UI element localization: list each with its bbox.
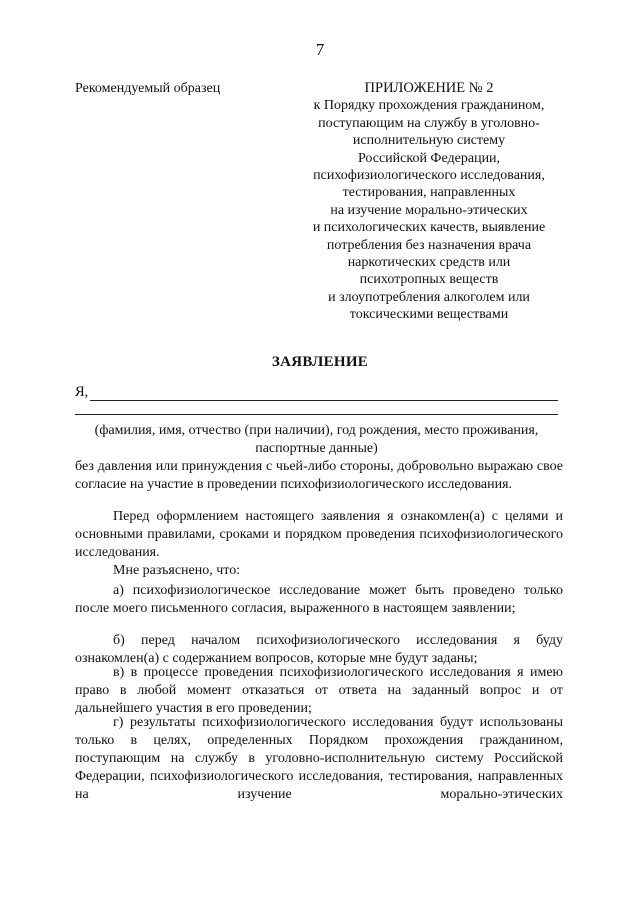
clause-b: б) перед началом психофизиологического исследования я буду ознакомлен(а) с содержанием вопросов, которые мне будут заданы; — [75, 633, 563, 666]
appendix-line: Российской Федерации, — [357, 150, 501, 166]
appendix-line: исполнительную систему — [352, 133, 506, 149]
recommended-sample-label: Рекомендуемый образец — [75, 81, 221, 96]
field-caption: (фамилия, имя, отчество (при наличии), год рождения, место проживания, паспортные данные) — [94, 423, 539, 456]
appendix-line: к Порядку прохождения гражданином, — [313, 98, 545, 114]
clause-a: а) психофизиологическое исследование может быть проведено только после моего письменного согласия, выраженного в настоящем заявлении; — [75, 583, 563, 616]
document-heading: ЗАЯВЛЕНИЕ — [271, 354, 369, 370]
appendix-line: психофизиологического исследования, — [313, 168, 545, 184]
acknowledgement-paragraph: Перед оформлением настоящего заявления я ознакомлен(а) с целями и основными правилами, сроками и порядком проведения психофизиологического исследования. — [75, 509, 563, 560]
clause-d: г) результаты психофизиологического исследования будут использованы только в целях, определенных Порядком прохождения гражданином, поступающим на службу в уголовно-исполнительную систему Российской Федерации, психофизиологического исследования, тестирования, направленных на изучение морально-этических — [75, 715, 563, 802]
appendix-line: психотропных веществ — [359, 272, 499, 288]
appendix-title: ПРИЛОЖЕНИЕ № 2 — [364, 80, 494, 96]
applicant-name-line — [90, 400, 558, 401]
applicant-prefix: Я, — [75, 384, 89, 400]
appendix-line: и психологических качеств, выявление — [312, 220, 546, 236]
page-number: 7 — [315, 40, 325, 59]
appendix-line: тестирования, направленных — [342, 185, 516, 201]
explained-intro: Мне разъяснено, что: — [113, 563, 241, 578]
appendix-line: потребления без назначения врача — [326, 237, 532, 253]
consent-paragraph: без давления или принуждения с чьей-либо стороны, добровольно выражаю свое согласие на участие в проведении психофизиологического исследования. — [75, 459, 563, 492]
appendix-line: наркотических средств или — [347, 255, 511, 271]
appendix-line: на изучение морально-этических — [330, 202, 528, 218]
appendix-block — [292, 80, 566, 324]
clause-c: в) в процессе проведения психофизиологического исследования я имею право в любой момент отказаться от ответа на заданный вопрос и от дальнейшего участия в его проведении; — [75, 665, 563, 716]
applicant-details-line — [75, 414, 558, 415]
appendix-line: и злоупотребления алкоголем или — [328, 289, 530, 305]
appendix-line: токсическими веществами — [349, 307, 509, 323]
appendix-line: поступающим на службу в уголовно- — [318, 115, 540, 131]
